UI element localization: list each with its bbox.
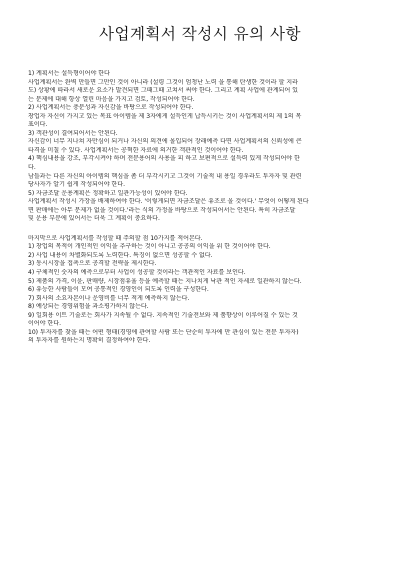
paragraph-line: 9) 일회용 이트 기술로는 회사가 지속될 수 없다. 지속적인 기술전보와 제 품향상이 이루어질 수 있는 것 bbox=[28, 311, 298, 319]
paragraph-line: 타격을 미칠 수 있다. 사업계획서는 공혁한 자료에 의거한 객관적인 것이어야 한다. bbox=[28, 146, 244, 154]
paragraph-line: 남들과는 다른 자신의 아이템의 핵심을 좀 더 부각시키고 그것이 기술적 내 용일 경우라도 투자자 및 관련 bbox=[28, 172, 302, 180]
paragraph-line: 10) 투자자를 찾을 때는 어떤 형태(경영에 관여할 사람 또는 단순히 투자에 만 관심이 있는 전문 투자자) bbox=[28, 328, 299, 336]
paragraph-line: 면 판매에는 아무 문제가 없을 것이다.'라는 식의 가정을 바탕으로 작성되어서는 안된다. 특히 자금조달 bbox=[28, 206, 296, 214]
paragraph-line: 7) 회사의 소요자본이나 운영비를 너무 적게 예측하지 않는다. bbox=[28, 294, 190, 302]
document-title: 사업계획서 작성시 유의 사항 bbox=[99, 25, 301, 43]
paragraph-line: 2) 사업 내용이 차별화되도록 노력한다. 특징이 없으면 성공할 수 없다. bbox=[28, 251, 213, 259]
paragraph-line: 5) 제품의 가격, 이윤, 판매량, 시장점유율 등을 예측할 때는 지나치게 낙관 적인 자세로 일관하지 않는다. bbox=[28, 277, 302, 285]
paragraph-line: 도) 상황에 따라서 새로운 요소가 발견되면 그때그때 고쳐서 써야 한다. 그리고 계획 사업에 관계되어 있 bbox=[28, 87, 298, 95]
paragraph-line: 4) 구체적인 숫자의 예측으로부터 사업이 성공할 것이라는 객관적인 자료를 보인다. bbox=[28, 269, 246, 277]
guidelines-section bbox=[28, 70, 375, 224]
paragraph-line: 사업계획서는 완벽 만들면 그만인 것이 아니라 (설령 그것이 엄청난 노력 을 통해 탄생한 것이라 할 지라 bbox=[28, 78, 298, 86]
paragraph-line: 는 문제에 대해 항상 열린 마음을 가지고 검토, 작성되어야 한다. bbox=[28, 95, 195, 103]
paragraph-line: 3) 객관성이 결여되어서는 안된다. bbox=[28, 129, 118, 137]
summary-intro: 마지막으로 사업계획서를 작성할 때 주의할 점 10가지를 적어본다. bbox=[28, 234, 203, 242]
paragraph-line: 1) 창업의 목적이 개인적인 이익을 추구하는 것이 아니고 공공의 이익을 위 한 것이어야 한다. bbox=[28, 243, 271, 251]
paragraph-line: 5) 자금조달 운용계획은 정확하고 일관가능성이 있어야 한다. bbox=[28, 189, 188, 197]
paragraph-line: 3) 동시시장을 접촉으로 공격할 전략을 제시한다. bbox=[28, 260, 157, 268]
paragraph-line: 사업계획서 작성시 가장을 배제하여야 한다. '이렇게되면 자금조달은 유조로 올 것이다.' 무엇이 어떻게 된다 bbox=[28, 198, 309, 206]
paragraph-line: 2) 사업계획서는 충분성과 자신감을 바탕으로 작성되어야 한다. bbox=[28, 104, 194, 112]
paragraph-line: 창업자 자신이 가지고 있는 목표 아이템을 제 3자에게 설득인게 납득시키는 것이 사업계획서의 제 1의 목 bbox=[28, 112, 302, 120]
paragraph-line: 표이다. bbox=[28, 121, 48, 129]
document-body bbox=[28, 70, 375, 346]
paragraph-line: 1) 계획서는 설득형이어야 한다 bbox=[28, 70, 110, 77]
paragraph-line: 이어야 한다. bbox=[28, 320, 61, 328]
paragraph-line: 8) 예상되는 경영위험을 과소평가하지 않는다. bbox=[28, 303, 149, 311]
paragraph-line: 4) 핵심내용을 강조, 부각시켜야 하며 전문용어의 사용을 피 하고 보편적으로 설득력 있게 작성되어야 한 bbox=[28, 155, 300, 163]
paragraph-line: 자신감이 너무 지나쳐 자만심이 되거나 자신의 의견에 몰입되어 장래예측 다면 사업계획서의 신뢰성에 큰 bbox=[28, 138, 302, 146]
paragraph-line: 6) 유능한 사람들이 모여 공통적인 경영인이 되도록 인력을 구성한다. bbox=[28, 286, 209, 294]
paragraph-line: 다. bbox=[28, 164, 36, 172]
paragraph-line: 및 운용 부분에 있어서는 더욱 그 계획이 중요하다. bbox=[28, 215, 160, 223]
section-spacer bbox=[28, 224, 375, 235]
paragraph-line: 당사자가 알기 쉽게 작성되어야 한다. bbox=[28, 181, 125, 189]
ten-points-section bbox=[28, 243, 375, 346]
paragraph-line: 의 투자자를 원하는지 명확히 결정하여야 한다. bbox=[28, 337, 151, 345]
